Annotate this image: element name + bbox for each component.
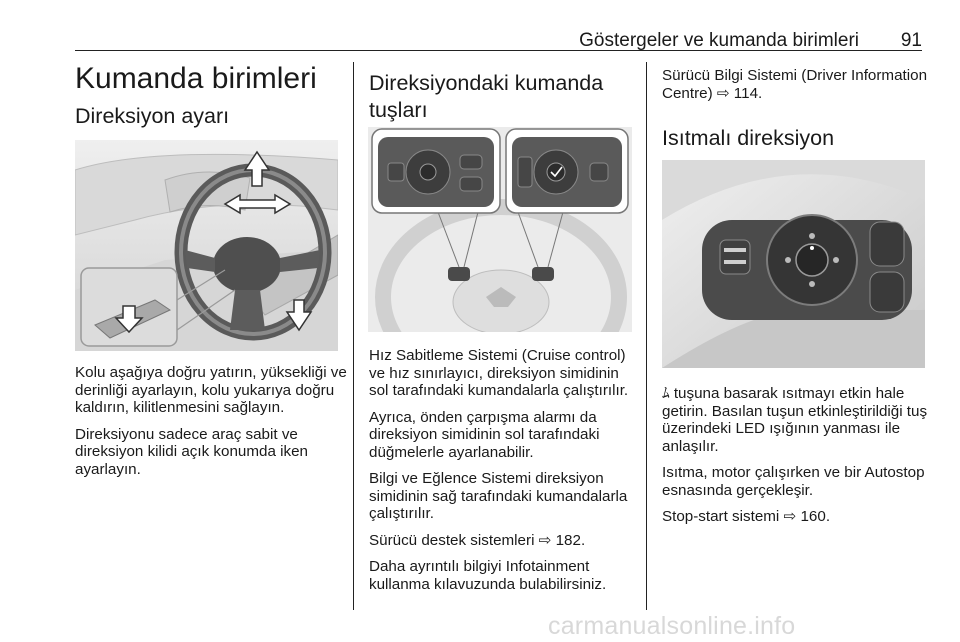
subsection-heading-steering-adjust: Direksiyon ayarı bbox=[75, 104, 230, 128]
paragraph-adjust-warning: Direksiyonu sadece araç sabit ve direksiyon kilidi açık konumda iken ayarlayın. bbox=[75, 425, 308, 478]
heated-wheel-figure bbox=[662, 160, 925, 368]
page-number: 91 bbox=[900, 30, 922, 51]
paragraph-cruise-control: Hız Sabitleme Sistemi (Cruise control) ve hız sınırlayıcı, direksiyon simidinin sol tarafındaki kumandalarla çalıştırılır. bbox=[369, 347, 629, 399]
paragraph-adjust-instructions: Kolu aşağıya doğru yatırın, yüksekliği ve derinliği ayarlayın, kolu yukarıya doğru kaldırın, kilitlenmesini sağlayın. bbox=[75, 364, 347, 416]
column-divider-right bbox=[646, 62, 647, 610]
section-heading: Kumanda birimleri bbox=[75, 62, 317, 95]
paragraph-driver-assist-ref: Sürücü destek sistemleri ⇨ 182. bbox=[369, 531, 586, 549]
steering-controls-figure bbox=[368, 127, 632, 332]
paragraph-stop-start-ref: Stop-start sistemi ⇨ 160. bbox=[662, 508, 831, 525]
paragraph-collision-alert: Ayrıca, önden çarpışma alarmı da direksiyon simidinin sol tarafındaki düğmelerle ayarlanabilir. bbox=[369, 408, 600, 461]
subsection-heading-steering-controls: Direksiyondaki kumanda tuşları bbox=[369, 71, 604, 122]
steering-adjust-figure bbox=[75, 140, 338, 351]
paragraph-dic-ref: Sürücü Bilgi Sistemi (Driver Information Centre) ⇨ 114. bbox=[662, 67, 928, 102]
paragraph-heated-wheel-conditions: Isıtma, motor çalışırken ve bir Autostop esnasında gerçekleşir. bbox=[662, 464, 925, 499]
header-rule bbox=[75, 50, 922, 51]
subsection-heading-heated-wheel: Isıtmalı direksiyon bbox=[662, 126, 835, 150]
paragraph-infotainment: Bilgi ve Eğlence Sistemi direksiyon simidinin sağ tarafındaki kumandalarla çalıştırılır. bbox=[369, 470, 628, 522]
paragraph-heated-wheel-activate: ﾑ tuşuna basarak ısıtmayı etkin hale getirin. Basılan tuşun etkinleştirildiği tuş üzerindeki LED ışığının yanması ile anlaşılır. bbox=[662, 385, 928, 455]
paragraph-infotainment-manual: Daha ayrıntılı bilgiyi Infotainment kullanma kılavuzunda bulabilirsiniz. bbox=[369, 558, 607, 593]
running-header-title: Göstergeler ve kumanda birimleri bbox=[579, 30, 859, 51]
watermark: carmanualsonline.info bbox=[548, 612, 796, 640]
column-divider-left bbox=[353, 62, 354, 610]
